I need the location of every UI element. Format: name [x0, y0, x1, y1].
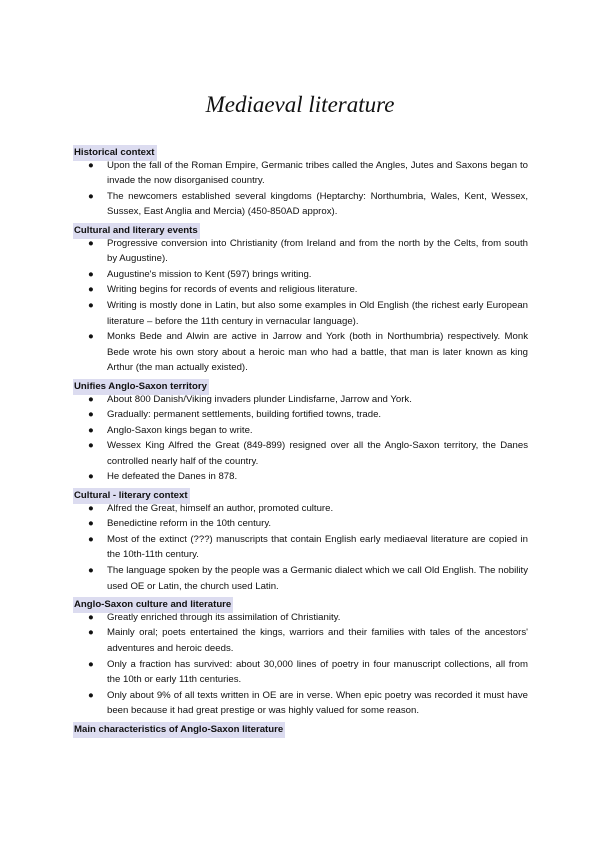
list-item: [73, 563, 528, 594]
list-item-text: Writing is mostly done in Latin, but also some examples in Old English (the richest early European literature – before the 11th century in vernacular language).: [107, 299, 528, 327]
section-heading-row: [73, 719, 528, 735]
list-item: [73, 423, 528, 439]
list-item-text: The newcomers established several kingdoms (Heptarchy: Northumbria, Wales, Kent, Wessex, Sussex, East Anglia and Mercia) (450-850AD approx).: [107, 190, 528, 218]
list-item-text: Wessex King Alfred the Great (849-899) resigned over all the Anglo-Saxon territory, the Danes controlled nearly half of the country.: [107, 440, 528, 467]
list-item: [73, 688, 528, 719]
list-item: [73, 329, 528, 376]
list-item: [73, 236, 528, 267]
list-item: [73, 158, 528, 189]
section-heading-row: [73, 220, 528, 236]
bullet-list: [73, 236, 528, 376]
list-item-text: About 800 Danish/Viking invaders plunder Lindisfarne, Jarrow and York.: [107, 393, 412, 405]
list-item: [73, 438, 528, 469]
list-item-text: Augustine's mission to Kent (597) brings writing.: [107, 268, 312, 280]
bullet-list: [73, 392, 528, 486]
bullet-icon: ●: [88, 533, 94, 545]
document-body: [73, 142, 528, 735]
bullet-icon: ●: [88, 299, 94, 311]
section-heading: Unifies Anglo-Saxon territory: [73, 379, 209, 395]
bullet-icon: ●: [88, 440, 94, 452]
list-item: [73, 298, 528, 329]
list-item-text: Benedictine reform in the 10th century.: [107, 518, 272, 530]
list-item: [73, 657, 528, 688]
list-item: [73, 625, 528, 656]
bullet-icon: ●: [88, 502, 94, 514]
list-item: [73, 501, 528, 517]
bullet-icon: ●: [88, 237, 94, 249]
bullet-icon: ●: [88, 627, 94, 639]
bullet-icon: ●: [88, 268, 94, 280]
bullet-icon: ●: [88, 284, 94, 296]
list-item-text: Only about 9% of all texts written in OE are in verse. When epic poetry was recorded it must have been because it had great prestige or was highly valued for some reason.: [107, 689, 528, 717]
list-item-text: Progressive conversion into Christianity (from Ireland and from the north by the Celts, from south by Augustine).: [107, 237, 528, 265]
list-item-text: Anglo-Saxon kings began to write.: [107, 424, 253, 436]
bullet-list: [73, 501, 528, 595]
list-item: [73, 469, 528, 485]
list-item-text: Most of the extinct (???) manuscripts that contain English early mediaeval literature are copied in the 10th-11th century.: [107, 533, 528, 561]
section-heading: Historical context: [73, 145, 157, 161]
section-heading: Main characteristics of Anglo-Saxon literature: [73, 722, 285, 738]
page-title: Mediaeval literature: [205, 92, 395, 117]
list-item-text: Only a fraction has survived: about 30,000 lines of poetry in four manuscript collections, all from the 10th or early 11th centuries.: [107, 658, 528, 686]
section-heading-row: [73, 376, 528, 392]
bullet-icon: ●: [88, 393, 94, 405]
section-heading: Cultural and literary events: [73, 223, 200, 239]
list-item: [73, 610, 528, 626]
section-heading: Cultural - literary context: [73, 488, 190, 504]
bullet-icon: ●: [88, 471, 94, 483]
list-item: [73, 392, 528, 408]
section-heading-row: [73, 485, 528, 501]
list-item: [73, 267, 528, 283]
list-item: [73, 516, 528, 532]
bullet-icon: ●: [88, 611, 94, 623]
bullet-icon: ●: [88, 159, 94, 171]
bullet-icon: ●: [88, 518, 94, 530]
bullet-icon: ●: [88, 565, 94, 577]
bullet-icon: ●: [88, 689, 94, 701]
list-item: [73, 189, 528, 220]
list-item-text: Mainly oral; poets entertained the kings, warriors and their families with tales of the ancestors' adventures and heroic deeds.: [107, 627, 528, 654]
section-heading-row: [73, 594, 528, 610]
list-item-text: Writing begins for records of events and religious literature.: [107, 284, 358, 296]
bullet-list: [73, 158, 528, 220]
bullet-icon: ●: [88, 190, 94, 202]
list-item-text: Greatly enriched through its assimilation of Christianity.: [107, 611, 341, 623]
section-heading-row: [73, 142, 528, 158]
list-item-text: Gradually: permanent settlements, building fortified towns, trade.: [107, 409, 382, 421]
list-item-text: He defeated the Danes in 878.: [107, 471, 238, 483]
list-item: [73, 282, 528, 298]
list-item-text: Monks Bede and Alwin are active in Jarrow and York (both in Northumbria) respectively. Monk Bede wrote his own story about a heroic man who had a battle, that man is later known as king Arthur (the man actually existed).: [107, 331, 528, 374]
bullet-icon: ●: [88, 409, 94, 421]
list-item-text: The language spoken by the people was a Germanic dialect which we call Old English. The nobility used OE or Latin, the church used Latin.: [107, 565, 528, 592]
bullet-list: [73, 610, 528, 719]
list-item: [73, 532, 528, 563]
bullet-icon: ●: [88, 331, 94, 343]
bullet-icon: ●: [88, 424, 94, 436]
bullet-icon: ●: [88, 658, 94, 670]
list-item: [73, 407, 528, 423]
section-heading: Anglo-Saxon culture and literature: [73, 597, 233, 613]
list-item-text: Upon the fall of the Roman Empire, Germanic tribes called the Angles, Jutes and Saxons began to invade the now disorganised country.: [107, 159, 528, 187]
list-item-text: Alfred the Great, himself an author, promoted culture.: [107, 502, 334, 514]
